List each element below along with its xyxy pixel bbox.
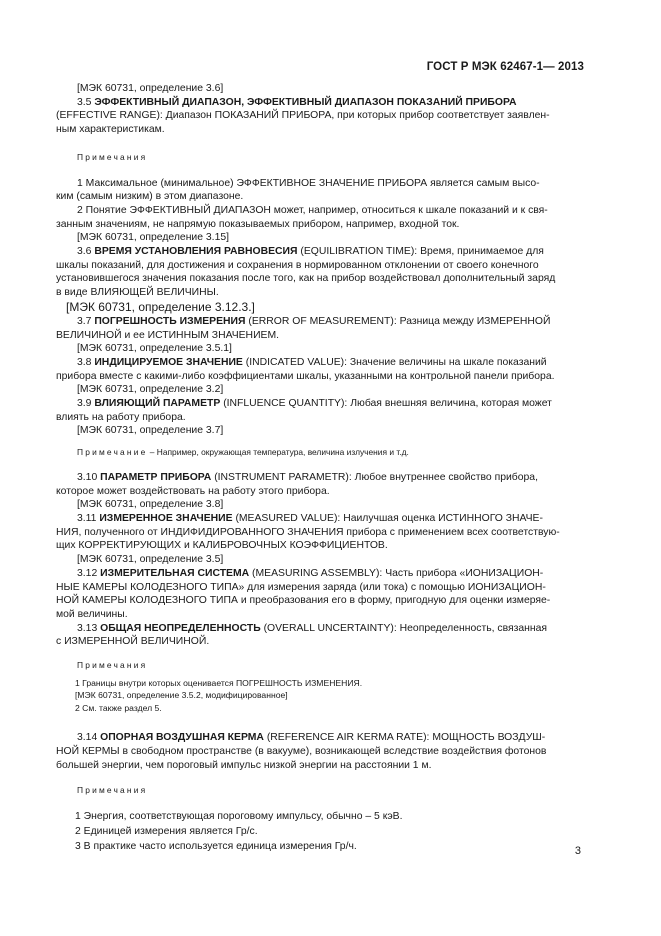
term-text: (OVERALL UNCERTAINTY): Неопределенность, связанная	[263, 622, 548, 634]
note-label: Примечание	[77, 447, 148, 458]
note-text: 2 См. также раздел 5.	[75, 702, 162, 713]
term-3-5	[77, 96, 584, 110]
term-title: ИНДИЦИРУЕМОЕ ЗНАЧЕНИЕ	[94, 356, 243, 368]
note-text: – Например, окружающая температура, величина излучения и т.д.	[147, 447, 409, 458]
term-3-6	[77, 245, 584, 259]
note	[77, 446, 584, 460]
term-text: (MEASURED VALUE): Наилучшая оценка ИСТИННОГО ЗНАЧЕ-	[235, 512, 543, 524]
term-text: (EFFECTIVE RANGE): Диапазон ПОКАЗАНИЙ ПРИБОРА, при которых прибор соответствует заявлен-	[56, 110, 550, 122]
term-text: ным характеристикам.	[56, 124, 165, 136]
term-text: большей энергии, чем пороговый импульс низкой энергии на расстоянии 1 м.	[56, 759, 432, 771]
reference: [МЭК 60731, определение 3.6]	[77, 83, 224, 94]
term-text: (EQUILIBRATION TIME): Время, принимаемое для	[300, 246, 544, 258]
reference: [МЭК 60731, определение 3.12.3.]	[66, 299, 255, 314]
term-text: шкалы показаний, для достижения и сохранения в нормированном отклонении от своего конечного	[56, 259, 539, 271]
term-text: (REFERENCE AIR KERMA RATE): МОЩНОСТЬ ВОЗДУШ-	[266, 732, 546, 744]
term-number: 3.12	[77, 567, 98, 579]
term-text: НЫЕ КАМЕРЫ КОЛОДЕЗНОГО ТИПА» для измерения заряда (или тока) с помощью ИОНИЗАЦИОН-	[56, 581, 546, 593]
term-3-13	[77, 622, 584, 636]
term-title: ИЗМЕРИТЕЛЬНАЯ СИСТЕМА	[100, 567, 250, 579]
notes-heading: Примечания	[77, 151, 148, 162]
term-title: ПАРАМЕТР ПРИБОРА	[100, 471, 212, 483]
reference: [МЭК 60731, определение 3.7]	[77, 425, 224, 437]
term-number: 3.10	[77, 471, 98, 483]
term-title: ВРЕМЯ УСТАНОВЛЕНИЯ РАВНОВЕСИЯ	[94, 246, 298, 258]
term-title: ОПОРНАЯ ВОЗДУШНАЯ КЕРМА	[100, 732, 264, 744]
note-text: занным значениям, не напрямую показываемых прибором, например, входной ток.	[56, 218, 460, 230]
reference: [МЭК 60731, определение 3.5]	[77, 554, 224, 566]
term-text: мой величины.	[56, 608, 128, 620]
term-3-12	[77, 567, 584, 581]
note-text: 2 Понятие ЭФФЕКТИВНЫЙ ДИАПАЗОН может, например, относиться к шкале показаний и к свя-	[77, 204, 548, 216]
reference: [МЭК 60731, определение 3.5.1]	[77, 343, 232, 355]
note-text: 1 Максимальное (минимальное) ЭФФЕКТИВНОЕ ЗНАЧЕНИЕ ПРИБОРА является самым высо-	[77, 177, 540, 189]
term-3-8	[77, 356, 584, 370]
term-number: 3.13	[77, 622, 98, 634]
term-3-7	[77, 315, 584, 329]
term-text: (INFLUENCE QUANTITY): Любая внешняя величина, которая может	[223, 398, 552, 410]
note-text: ким (самым низким) в этом диапазоне.	[56, 191, 244, 203]
reference: [МЭК 60731, определение 3.15]	[77, 232, 230, 244]
page-content	[56, 82, 584, 854]
notes-heading: Примечания	[77, 660, 148, 671]
term-text: щих КОРРЕКТИРУЮЩИХ и КАЛИБРОВОЧНЫХ КОЭФФИЦИЕНТОВ.	[56, 540, 388, 552]
note-text: 1 Границы внутри которых оценивается ПОГРЕШНОСТЬ ИЗМЕНЕНИЯ.	[75, 677, 363, 688]
term-number: 3.14	[77, 732, 98, 744]
term-text: прибора вместе с какими-либо коэффициентами шкалы, указанными на контрольной панели прибора.	[56, 370, 555, 382]
term-number: 3.5	[77, 96, 92, 108]
term-number: 3.9	[77, 398, 92, 410]
term-text: влиять на работу прибора.	[56, 411, 186, 423]
term-title: ОБЩАЯ НЕОПРЕДЕЛЕННОСТЬ	[100, 622, 261, 634]
term-number: 3.6	[77, 246, 92, 258]
term-text: НИЯ, полученного от ИНДИФИДИРОВАННОГО ЗНАЧЕНИЯ прибора с применением всех соответствую-	[56, 526, 560, 538]
term-3-10	[77, 471, 584, 485]
term-text: НОЙ КАМЕРЫ КОЛОДЕЗНОГО ТИПА и преобразования его в форму, пригодную для оценки измеряе-	[56, 595, 551, 607]
term-text: ВЕЛИЧИНОЙ и ее ИСТИННЫМ ЗНАЧЕНИЕМ.	[56, 329, 280, 341]
term-title: ВЛИЯЮЩИЙ ПАРАМЕТР	[94, 398, 221, 410]
term-text: (ERROR OF MEASUREMENT): Разница между ИЗМЕРЕННОЙ	[248, 315, 551, 327]
term-text: установившегося значения показания после того, как на прибор воздействовал дополнительный заряд	[56, 273, 556, 285]
term-title: ИЗМЕРЕННОЕ ЗНАЧЕНИЕ	[99, 512, 233, 524]
term-3-14	[77, 731, 584, 745]
term-number: 3.7	[77, 315, 92, 327]
notes-heading: Примечания	[77, 785, 148, 796]
term-3-9	[77, 397, 584, 411]
term-text: НОЙ КЕРМЫ в свободном пространстве (в вакууме), возникающей вследствие воздействия фотонов	[56, 745, 547, 757]
term-title: ПОГРЕШНОСТЬ ИЗМЕРЕНИЯ	[94, 315, 246, 327]
page-header: ГОСТ Р МЭК 62467-1— 2013	[426, 61, 584, 73]
term-3-11	[77, 512, 584, 526]
term-text: которое может воздействовать на работу этого прибора.	[56, 485, 330, 497]
note-text: 2 Единицей измерения является Гр/с.	[75, 826, 258, 838]
reference: [МЭК 60731, определение 3.2]	[77, 384, 224, 396]
term-number: 3.11	[77, 512, 97, 524]
term-text: с ИЗМЕРЕННОЙ ВЕЛИЧИНОЙ.	[56, 636, 210, 648]
note-text: 3 В практике часто используется единица измерения Гр/ч.	[75, 841, 357, 853]
term-text: (INSTRUMENT PARAMETR): Любое внутреннее свойство прибора,	[214, 471, 538, 483]
term-title: ЭФФЕКТИВНЫЙ ДИАПАЗОН, ЭФФЕКТИВНЫЙ ДИАПАЗОН ПОКАЗАНИЙ ПРИБОРА	[94, 96, 517, 108]
note-text: 1 Энергия, соответствующая пороговому импульсу, обычно – 5 кэВ.	[75, 811, 403, 823]
term-text: (INDICATED VALUE): Значение величины на шкале показаний	[245, 356, 547, 368]
term-number: 3.8	[77, 356, 92, 368]
term-text: в виде ВЛИЯЮЩЕЙ ВЕЛИЧИНЫ.	[56, 287, 219, 299]
term-text: (MEASURING ASSEMBLY): Часть прибора «ИОНИЗАЦИОН-	[252, 567, 544, 579]
note-reference: [МЭК 60731, определение 3.5.2, модифицированное]	[75, 690, 288, 701]
spacer	[77, 723, 584, 731]
reference: [МЭК 60731, определение 3.8]	[77, 499, 224, 511]
spacer	[77, 714, 584, 723]
page-number: 3	[574, 845, 581, 857]
